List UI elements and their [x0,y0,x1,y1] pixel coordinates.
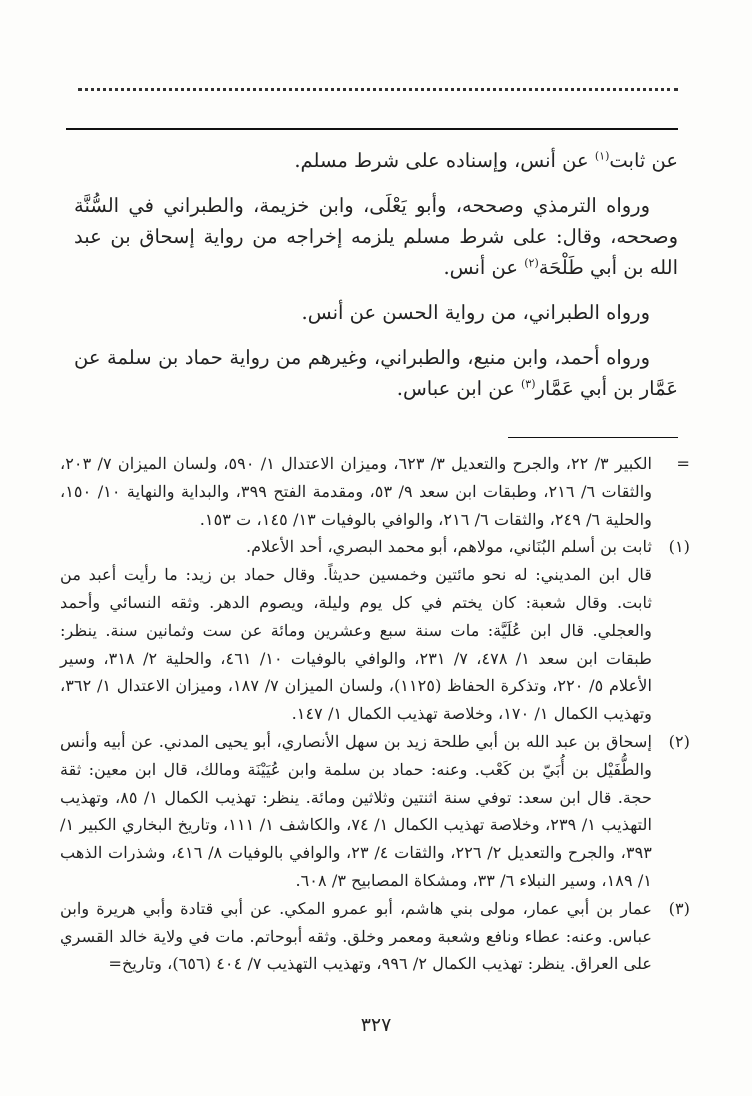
footnote-ref[interactable]: (١) [594,149,610,163]
paragraph: ورواه الترمذي وصححه، وأبو يَعْلَى، وابن خزيمة، والطبراني في السُّنَّة وصححه، وقال: على شرط مسلم يلزمه إخراجه من رواية إسحاق بن عبد الله بن أبي طَلْحَة$^{(٢)}$ عن أنس. [74,194,678,279]
footnote-text: قال ابن المديني: له نحو مائتين وخمسين حديثاً. وقال حماد بن زيد: ما رأيت أعبد من ثابت. وقال شعبة: كان يختم في كل يوم وليلة، ويصوم الدهر. وثقه النسائي وأحمد والعجلي. قال ابن عُلَيَّة: مات سنة سبع وعشرين ومائة عن ست وثمانين سنة. ينظر: طبقات ابن سعد ١/ ٤٧٨، ٧/ ٢٣١، والوافي بالوفيات ١٠/ ٤٦١، والحلية ٢/ ٣١٨، وسير الأعلام ٥/ ٢٢٠، وتذكرة الحفاظ (١١٢٥)، ولسان الميزان ٧/ ١٨٧، وميزان الاعتدال ١/ ٣٦٢، وتهذيب الكمال ١/ ١٧٠، وخلاصة تهذيب الكمال ١/ ١٤٧. [60,565,653,724]
footnote-1 [50,533,690,728]
footnote-rule [508,437,678,438]
paragraph: ورواه أحمد، وابن منيع، والطبراني، وغيرهم من رواية حماد بن سلمة عن عَمَّار بن أبي عَمَّار$^{(٣)}$ عن ابن عباس. [74,346,678,400]
header-rule [66,128,678,130]
footnote-ref[interactable]: (٣) [520,377,536,391]
footnote-ref[interactable]: (٢) [524,256,539,270]
paragraph: ورواه الطبراني، من رواية الحسن عن أنس. [301,301,650,324]
footnotes [50,450,690,978]
footnote-number: (٣) [668,898,690,918]
footnote-text: ثابت بن أسلم البُنَاني، مولاهم، أبو محمد البصري، أحد الأعلام. [245,537,652,557]
footnote-number: (٢) [668,731,690,751]
page-number: ٣٢٧ [360,1014,392,1036]
continuation-mark: = [676,454,690,473]
footnote-3 [50,895,690,978]
paragraph: عن ثابت$^{(١)}$ عن أنس، وإسناده على شرط مسلم. [294,149,678,172]
footnote-text: الكبير ٣/ ٢٢، والجرح والتعديل ٣/ ٦٢٣، وميزان الاعتدال ١/ ٥٩٠، ولسان الميزان ٧/ ٢٠٣، والثقات ٦/ ٢١٦، وطبقات ابن سعد ٩/ ٥٣، ومقدمة الفتح ٣٩٩، والبداية والنهاية ١٠/ ١٥٠، والحلية ٦/ ٢٤٩، والثقات ٦/ ٢١٦، والوافي بالوفيات ١٣/ ١٤٥، ت ١٥٣. [60,454,653,529]
footnote-text: إسحاق بن عبد الله بن أبي طلحة زيد بن سهل الأنصاري، أبو يحيى المدني. عن أبيه وأنس والطُّفَيْل بن أُبَيّ بن كَعْب. وعنه: حماد بن سلمة وابن عُيَيْنَة ومالك، قال ابن معين: ثقة حجة. قال ابن سعد: توفي سنة اثنتين وثلاثين ومائة. ينظر: تهذيب الكمال ١/ ٨٥، وتهذيب التهذيب ١/ ٢٣٩، وخلاصة تهذيب الكمال ١/ ٧٤، والكاشف ١/ ١١١، وتاريخ البخاري الكبير ١/ ٣٩٣، والجرح والتعديل ٢/ ٢٢٦، والثقات ٤/ ٢٣، والوافي بالوفيات ٨/ ٤١٦، وشذرات الذهب ١/ ١٨٩، وسير النبلاء ٦/ ٣٣، ومشكاة المصابيح ٣/ ٦٠٨. [60,731,653,890]
main-text [74,145,678,418]
footnote-continuation [50,450,690,533]
header-dotted-line [78,88,678,91]
footnote-2 [50,728,690,895]
footnote-text: عمار بن أبي عمار، مولى بني هاشم، أبو عمرو المكي. عن أبي قتادة وأبي هريرة وابن عباس. وعنه: عطاء ونافع وشعبة ومعمر وخلق. وثقه أبوحاتم. مات في ولاية خالد القسري على العراق. ينظر: تهذيب الكمال ٢/ ٩٩٦، وتهذيب التهذيب ٧/ ٤٠٤ (٦٥٦)، وتاريخ= [60,898,652,974]
footnote-number: (١) [668,537,690,557]
